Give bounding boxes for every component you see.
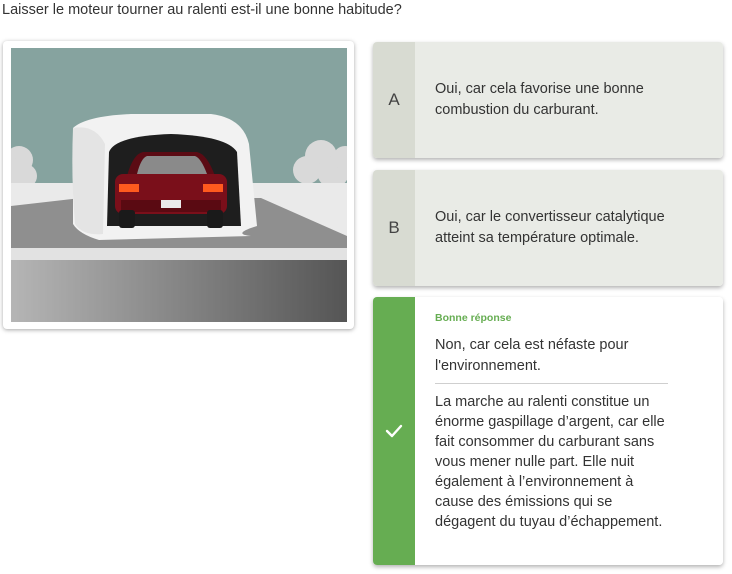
answer-text-a: Oui, car cela favorise une bonne combustion du carburant. xyxy=(435,81,644,118)
illustration-card xyxy=(3,41,354,329)
answer-letter-b: B xyxy=(373,170,415,286)
answer-text-b: Oui, car le convertisseur catalytique atteint sa température optimale. xyxy=(435,209,665,246)
answer-letter-c xyxy=(373,297,415,565)
answer-letter-a: A xyxy=(373,42,415,158)
answer-explanation: La marche au ralenti constitue un énorme gaspillage d’argent, car elle fait consommer du carburant sans vous mener nulle part. Elle nuit également à l’environnement à cause des émissions qui se dégagent du tuyau d’échappement. xyxy=(435,394,665,530)
car-idling-illustration xyxy=(11,48,347,322)
answer-option-b[interactable] xyxy=(373,170,723,286)
answer-text-c: Non, car cela est néfaste pour l'environnement. xyxy=(435,337,629,374)
answer-option-c[interactable] xyxy=(373,297,723,565)
correct-answer-label: Bonne réponse xyxy=(435,312,512,324)
divider xyxy=(435,383,668,384)
question-text: Laisser le moteur tourner au ralenti est-il une bonne habitude? xyxy=(2,2,402,18)
answer-option-a[interactable] xyxy=(373,42,723,158)
check-icon xyxy=(385,424,403,438)
